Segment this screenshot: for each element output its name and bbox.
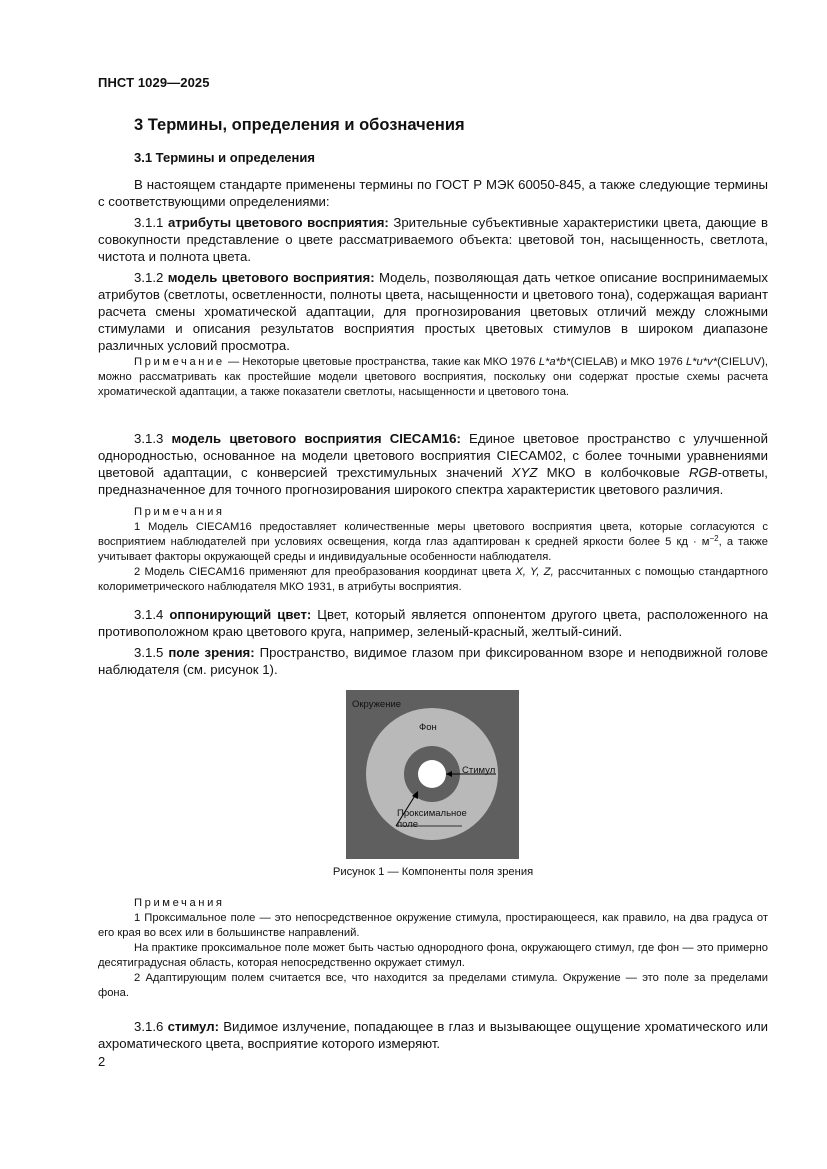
note-label: Примечание (134, 356, 225, 368)
note-1-continued: На практике проксимальное поле может быть частью однородного фона, окружающего стимул, где фон — это примерно десятиградусная область, которая непосредственно окружает стимул. (98, 942, 768, 969)
term-number: 3.1.6 (134, 1019, 164, 1034)
notes-label: Примечания (134, 897, 225, 909)
subsection-title: 3.1 Термины и определения (134, 150, 315, 165)
term-number: 3.1.1 (134, 215, 164, 230)
note-1 (98, 520, 768, 565)
document-id: ПНСТ 1029—2025 (98, 75, 210, 90)
terms-block-3 (98, 1018, 768, 1052)
notes-3-1-3 (98, 505, 768, 595)
note-text: (CIELAB) и МКО 1976 (570, 356, 683, 368)
term-definition: -ответы, предназначенное для точного прогнозирования широкого спектра характеристик цветового различия. (98, 465, 768, 497)
notes-figure (98, 896, 768, 1001)
term-3-1-1 (98, 214, 768, 265)
term-number: 3.1.5 (134, 645, 164, 660)
note-2: 2 Адаптирующим полем считается все, что находится за пределами стимула. Окружение — это поле за пределами фона. (98, 972, 768, 999)
exponent: −2 (709, 534, 719, 543)
note-text: — Некоторые цветовые пространства, такие как МКО 1976 (227, 356, 536, 368)
term-name: стимул: (167, 1019, 219, 1034)
term-3-1-3-block (98, 430, 768, 498)
note-text: 1 Модель CIECAM16 предоставляет количественные меры цветового восприятия цвета, которые согласуются с восприятием наблюдателей при условиях освещения, когда глаз адаптирован к средней яркости более 5 кд · м (98, 521, 768, 548)
term-definition: Цвет, который является оппонентом другого цвета, расположенного на противоположном краю цветового круга, например, зеленый-красный, желтый-синий. (98, 607, 768, 639)
stimulus-disc (418, 760, 446, 788)
visual-field-diagram (346, 690, 519, 859)
rgb-symbol: RGB (688, 465, 718, 480)
page-number: 2 (98, 1054, 106, 1069)
figure-caption: Рисунок 1 — Компоненты поля зрения (332, 866, 534, 878)
xyz-coordinates: X, Y, Z, (515, 566, 554, 578)
note-2 (98, 565, 768, 595)
term-definition: МКО в колбочковые (546, 465, 680, 480)
intro-paragraph: В настоящем стандарте применены термины по ГОСТ Р МЭК 60050-845, а также следующие термины с соответствующими определениями: (98, 177, 768, 209)
term-definition: Единое цветовое пространство с улучшенной однородностью, основанное на модели цветового восприятия CIECAM02, с более точными уравнениями цветовой адаптации, с конверсией трехстимульных значений (98, 431, 768, 480)
term-3-1-5 (98, 644, 768, 678)
figure-visual-field (346, 690, 519, 859)
note-text: 2 Модель CIECAM16 применяют для преобразования координат цвета (134, 566, 512, 578)
note-text: (CIELUV), можно рассматривать как простейшие модели цветового восприятия, поскольку они содержат простые схемы расчета хроматической адаптации, а также показатели светлоты, насыщенности и цветового тона. (98, 356, 769, 398)
label-proximal-1: Проксимальное (397, 808, 467, 819)
note-3-1-2 (98, 355, 768, 400)
term-name: атрибуты цветового восприятия: (167, 215, 389, 230)
term-name: оппонирующий цвет: (169, 607, 312, 622)
term-name: модель цветового восприятия CIECAM16: (171, 431, 461, 446)
cielab-symbol: L*a*b* (538, 356, 571, 368)
section-title: 3 Термины, определения и обозначения (134, 116, 465, 134)
cieluv-symbol: L*u*v* (685, 356, 718, 368)
term-3-1-6 (98, 1018, 768, 1052)
term-name: модель цветового восприятия: (167, 270, 375, 285)
label-stimulus: Стимул (462, 765, 496, 776)
term-definition: Видимое излучение, попадающее в глаз и вызывающее ощущение хроматического или ахроматического цвета, восприятие которого измеряют. (98, 1019, 769, 1051)
term-number: 3.1.4 (134, 607, 164, 622)
term-definition: Пространство, видимое глазом при фиксированном взоре и неподвижной голове наблюдателя (см. рисунок 1). (98, 645, 768, 677)
note-text: рассчитанных с помощью стандартного колориметрического наблюдателя МКО 1931, в атрибуты восприятия. (98, 566, 768, 593)
term-3-1-3 (98, 430, 768, 498)
notes-label: Примечания (134, 506, 225, 518)
terms-block-2 (98, 606, 768, 678)
note-text: , а также учитывает факторы окружающей среды и индивидуальные особенности наблюдателя. (98, 536, 768, 563)
note-1: 1 Проксимальное поле — это непосредственное окружение стимула, простирающееся, как правило, на два градуса от его края во всех или в большинстве направлений. (98, 912, 768, 939)
term-number: 3.1.3 (134, 431, 164, 446)
label-surround: Окружение (352, 699, 402, 710)
term-name: поле зрения: (168, 645, 255, 660)
term-3-1-4 (98, 606, 768, 640)
term-number: 3.1.2 (134, 270, 164, 285)
term-definition: Зрительные субъективные характеристики цвета, дающие в совокупности представление о цвете рассматриваемого объекта: цветовой тон, насыщенность, светлота, чистота и полнота цвета. (98, 215, 768, 264)
term-3-1-2 (98, 269, 768, 354)
term-definition: Модель, позволяющая дать четкое описание воспринимаемых атрибутов (светлоты, осветленности, полноты цвета, насыщенности и цветового тона), содержащая вариант расчета смены хроматической адаптации, для прогнозирования цветовых отличий между сложными стимулами и описания результатов восприятия простых цветовых стимулов в широком диапазоне различных условий просмотра. (98, 270, 768, 353)
xyz-symbol: XYZ (511, 465, 538, 480)
label-background: Фон (419, 722, 437, 733)
label-proximal-2: поле (397, 819, 419, 830)
terms-block-1 (98, 176, 768, 354)
